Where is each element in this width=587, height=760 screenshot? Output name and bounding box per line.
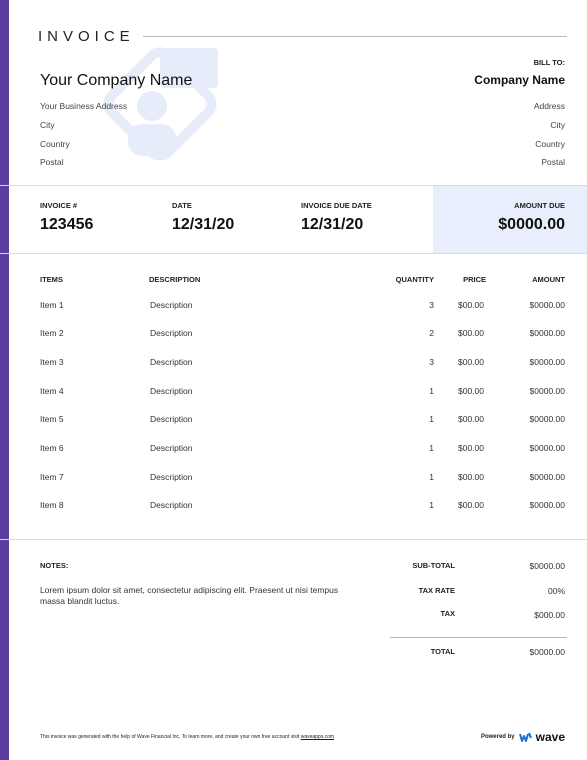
description-cell: Description: [150, 414, 193, 424]
price-cell: $00.00: [458, 500, 484, 510]
quantity-cell: 1: [429, 443, 434, 453]
wave-logo-icon: [519, 731, 533, 743]
due-date: 12/31/20: [301, 216, 364, 233]
total-divider: [390, 637, 567, 638]
description-cell: Description: [150, 328, 193, 338]
table-row: [0, 357, 587, 377]
table-row: [0, 386, 587, 406]
item-cell: Item 6: [40, 443, 64, 453]
amount-cell: $0000.00: [529, 443, 565, 453]
item-cell: Item 2: [40, 328, 64, 338]
section-divider: [9, 539, 587, 540]
wave-wordmark: wave: [535, 730, 565, 744]
invoice-date: 12/31/20: [172, 216, 235, 233]
table-row: [0, 472, 587, 492]
accent-tick: [0, 539, 9, 540]
date-label: DATE: [172, 201, 192, 210]
table-row: [0, 443, 587, 463]
price-cell: $00.00: [458, 386, 484, 396]
bill-to-city: City: [550, 120, 565, 130]
table-row: [0, 414, 587, 434]
bill-to-name: Company Name: [474, 73, 565, 87]
description-cell: Description: [150, 386, 193, 396]
accent-tick: [0, 185, 9, 186]
waveapps-link[interactable]: waveapps.com: [300, 734, 335, 740]
invoice-title: INVOICE: [38, 27, 135, 45]
amount-due-value: $0000.00: [498, 216, 565, 233]
col-header-price: PRICE: [463, 275, 486, 284]
quantity-cell: 3: [429, 357, 434, 367]
col-header-quantity: QUANTITY: [395, 275, 434, 284]
company-name: Your Company Name: [40, 72, 193, 89]
quantity-cell: 1: [429, 500, 434, 510]
footer-note: [40, 734, 334, 740]
total-value: $0000.00: [529, 647, 565, 657]
price-cell: $00.00: [458, 472, 484, 482]
tax-rate-value: 00%: [547, 586, 565, 596]
footer-text: This invoice was generated with the help of Wave Financial Inc. To learn more, and create your own free account visit: [40, 734, 301, 740]
table-row: [0, 300, 587, 320]
item-cell: Item 4: [40, 386, 64, 396]
tax-value: $000.00: [534, 610, 565, 620]
company-address: Your Business Address: [40, 101, 128, 111]
amount-cell: $0000.00: [529, 472, 565, 482]
powered-by-label: Powered by: [480, 734, 515, 740]
price-cell: $00.00: [458, 357, 484, 367]
quantity-cell: 2: [429, 328, 434, 338]
description-cell: Description: [150, 357, 193, 367]
item-cell: Item 5: [40, 414, 64, 424]
subtotal-value: $0000.00: [529, 561, 565, 571]
company-country: Country: [40, 139, 70, 149]
quantity-cell: 3: [429, 300, 434, 310]
price-cell: $00.00: [458, 443, 484, 453]
col-header-items: ITEMS: [40, 275, 63, 284]
amount-cell: $0000.00: [529, 414, 565, 424]
col-header-description: DESCRIPTION: [149, 275, 201, 284]
amount-cell: $0000.00: [529, 386, 565, 396]
description-cell: Description: [150, 443, 193, 453]
section-divider: [9, 253, 587, 254]
company-postal: Postal: [40, 157, 64, 167]
item-cell: Item 1: [40, 300, 64, 310]
item-cell: Item 8: [40, 500, 64, 510]
amount-cell: $0000.00: [529, 328, 565, 338]
invoice-number: 123456: [40, 216, 94, 233]
price-cell: $00.00: [458, 414, 484, 424]
total-label: TOTAL: [430, 647, 455, 656]
tax-label: TAX: [440, 609, 455, 618]
description-cell: Description: [150, 472, 193, 482]
price-cell: $00.00: [458, 300, 484, 310]
bill-to-address: Address: [533, 101, 565, 111]
bill-to-label: BILL TO:: [533, 58, 565, 67]
amount-due-label: AMOUNT DUE: [514, 201, 565, 210]
notes-label: NOTES:: [40, 561, 69, 570]
col-header-amount: AMOUNT: [532, 275, 565, 284]
item-cell: Item 7: [40, 472, 64, 482]
due-date-label: INVOICE DUE DATE: [301, 201, 372, 210]
subtotal-label: SUB-TOTAL: [412, 561, 455, 570]
tax-rate-label: TAX RATE: [418, 586, 455, 595]
quantity-cell: 1: [429, 472, 434, 482]
table-row: [0, 500, 587, 520]
amount-cell: $0000.00: [529, 300, 565, 310]
price-cell: $00.00: [458, 328, 484, 338]
powered-by-wave: [481, 730, 565, 744]
amount-cell: $0000.00: [529, 500, 565, 510]
description-cell: Description: [150, 300, 193, 310]
description-cell: Description: [150, 500, 193, 510]
quantity-cell: 1: [429, 414, 434, 424]
bill-to-country: Country: [535, 139, 565, 149]
amount-cell: $0000.00: [529, 357, 565, 367]
quantity-cell: 1: [429, 386, 434, 396]
notes-text: Lorem ipsum dolor sit amet, consectetur adipiscing elit. Praesent ut nisi tempus massa blandit luctus.: [40, 585, 339, 606]
invoice-number-label: INVOICE #: [40, 201, 78, 210]
item-cell: Item 3: [40, 357, 64, 367]
company-block: [40, 72, 192, 90]
table-row: [0, 328, 587, 348]
accent-tick: [0, 253, 9, 254]
company-city: City: [40, 120, 55, 130]
bill-to-postal: Postal: [541, 157, 565, 167]
left-accent-bar: [0, 0, 9, 760]
